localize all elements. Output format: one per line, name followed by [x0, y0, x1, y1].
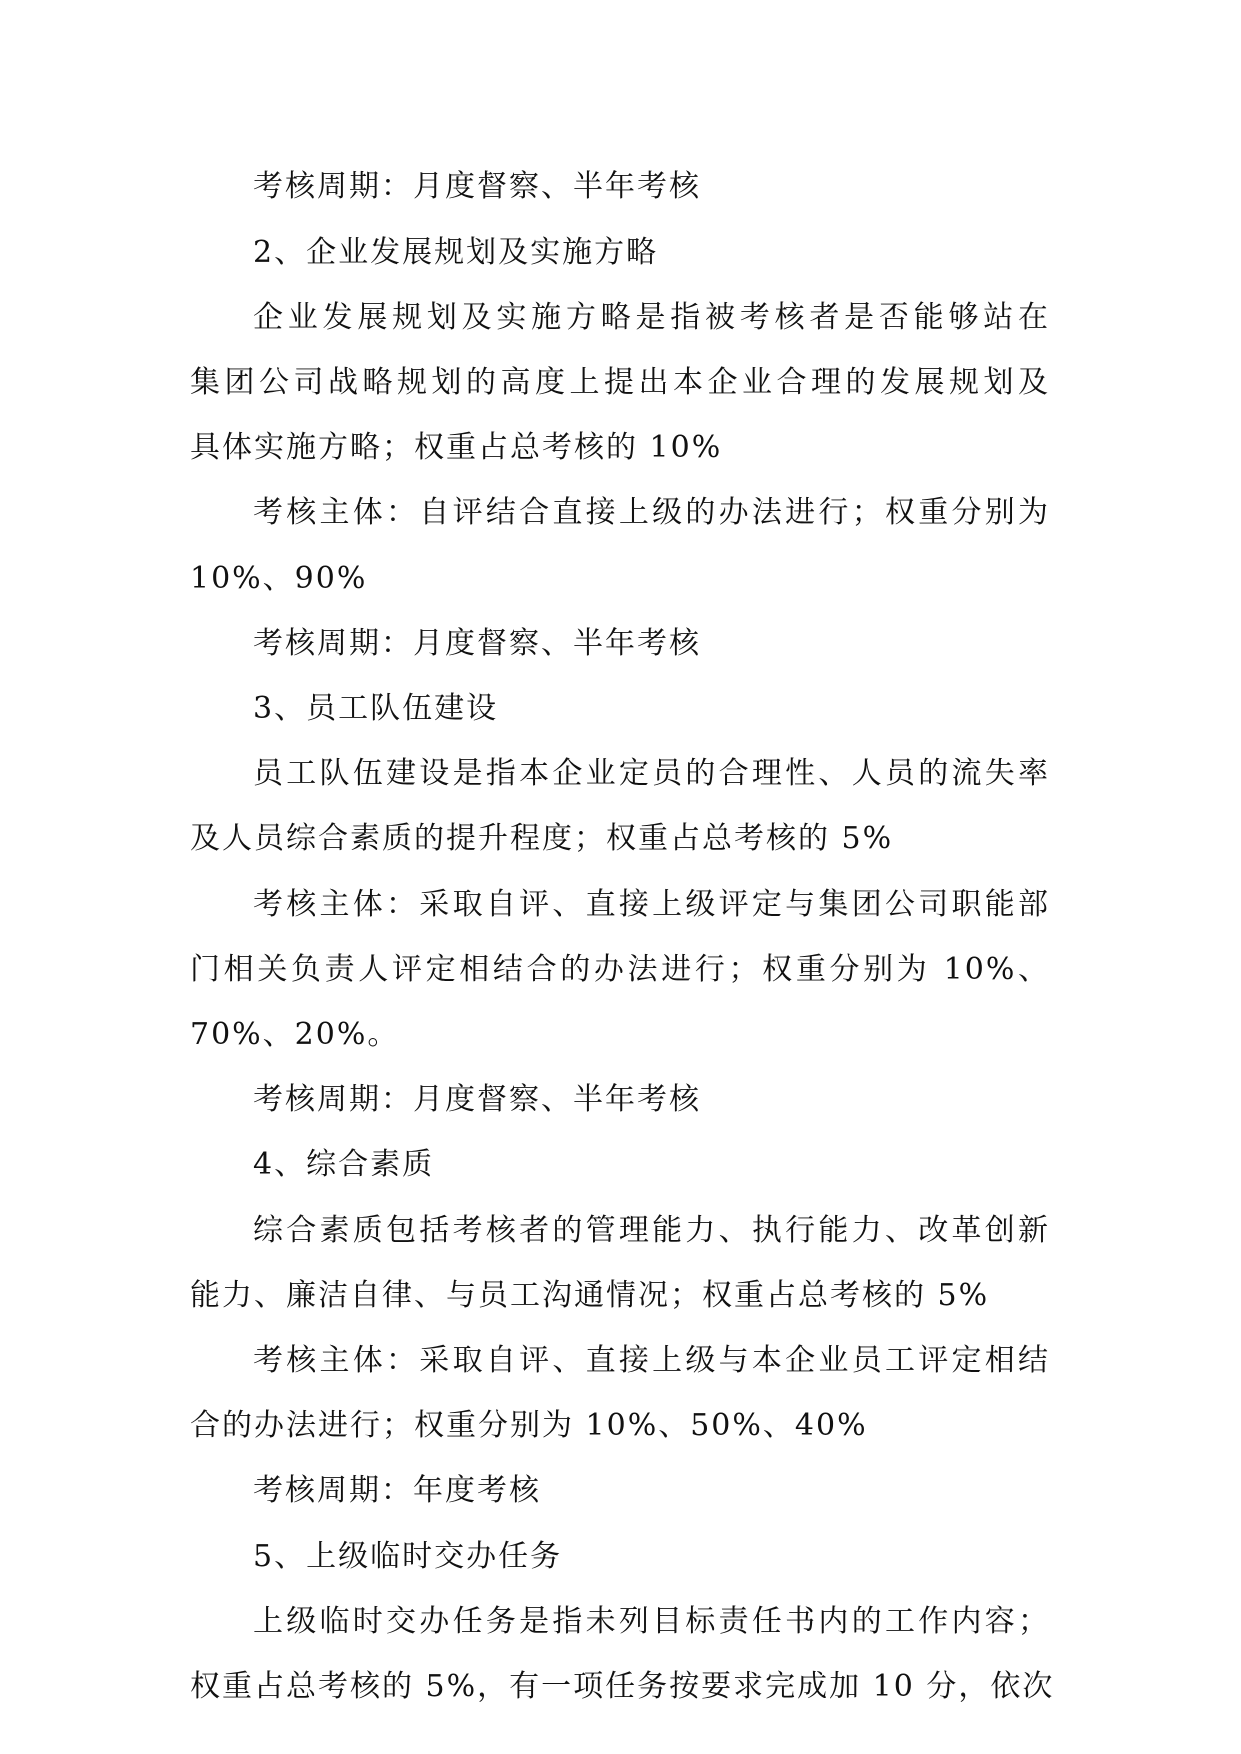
paragraph-line: 具体实施方略；权重占总考核的 10% — [190, 430, 723, 465]
paragraph-line: 合的办法进行；权重分别为 10%、50%、40% — [190, 1408, 868, 1443]
section-heading-4: 4、综合素质 — [253, 1147, 435, 1182]
assessment-period-line: 考核周期：月度督察、半年考核 — [253, 169, 701, 204]
paragraph-line: 集团公司战略规划的高度上提出本企业合理的发展规划及 — [190, 365, 1050, 400]
assessment-subject-line: 考核主体：采取自评、直接上级与本企业员工评定相结 — [253, 1343, 1050, 1378]
paragraph-line: 10%、90% — [190, 561, 368, 596]
section-heading-3: 3、员工队伍建设 — [253, 691, 499, 726]
paragraph-line: 员工队伍建设是指本企业定员的合理性、人员的流失率 — [253, 756, 1050, 791]
assessment-period-line: 考核周期：月度督察、半年考核 — [253, 1082, 701, 1117]
paragraph-line: 门相关负责人评定相结合的办法进行；权重分别为 10%、 — [190, 952, 1050, 987]
paragraph-line: 70%、20%。 — [190, 1017, 400, 1052]
paragraph-line: 企业发展规划及实施方略是指被考核者是否能够站在 — [253, 300, 1050, 335]
assessment-period-line: 考核周期：月度督察、半年考核 — [253, 626, 701, 661]
assessment-subject-line: 考核主体：采取自评、直接上级评定与集团公司职能部 — [253, 887, 1050, 922]
assessment-period-line: 考核周期：年度考核 — [253, 1473, 541, 1508]
assessment-subject-line: 考核主体：自评结合直接上级的办法进行；权重分别为 — [253, 495, 1050, 530]
paragraph-line: 能力、廉洁自律、与员工沟通情况；权重占总考核的 5% — [190, 1278, 990, 1313]
paragraph-line: 上级临时交办任务是指未列目标责任书内的工作内容； — [253, 1604, 1050, 1639]
paragraph-line: 综合素质包括考核者的管理能力、执行能力、改革创新 — [253, 1213, 1050, 1248]
paragraph-line: 及人员综合素质的提升程度；权重占总考核的 5% — [190, 821, 894, 856]
section-heading-5: 5、上级临时交办任务 — [253, 1539, 563, 1574]
paragraph-line: 权重占总考核的 5%，有一项任务按要求完成加 10 分，依次 — [190, 1669, 1055, 1704]
section-heading-2: 2、企业发展规划及实施方略 — [253, 235, 659, 270]
